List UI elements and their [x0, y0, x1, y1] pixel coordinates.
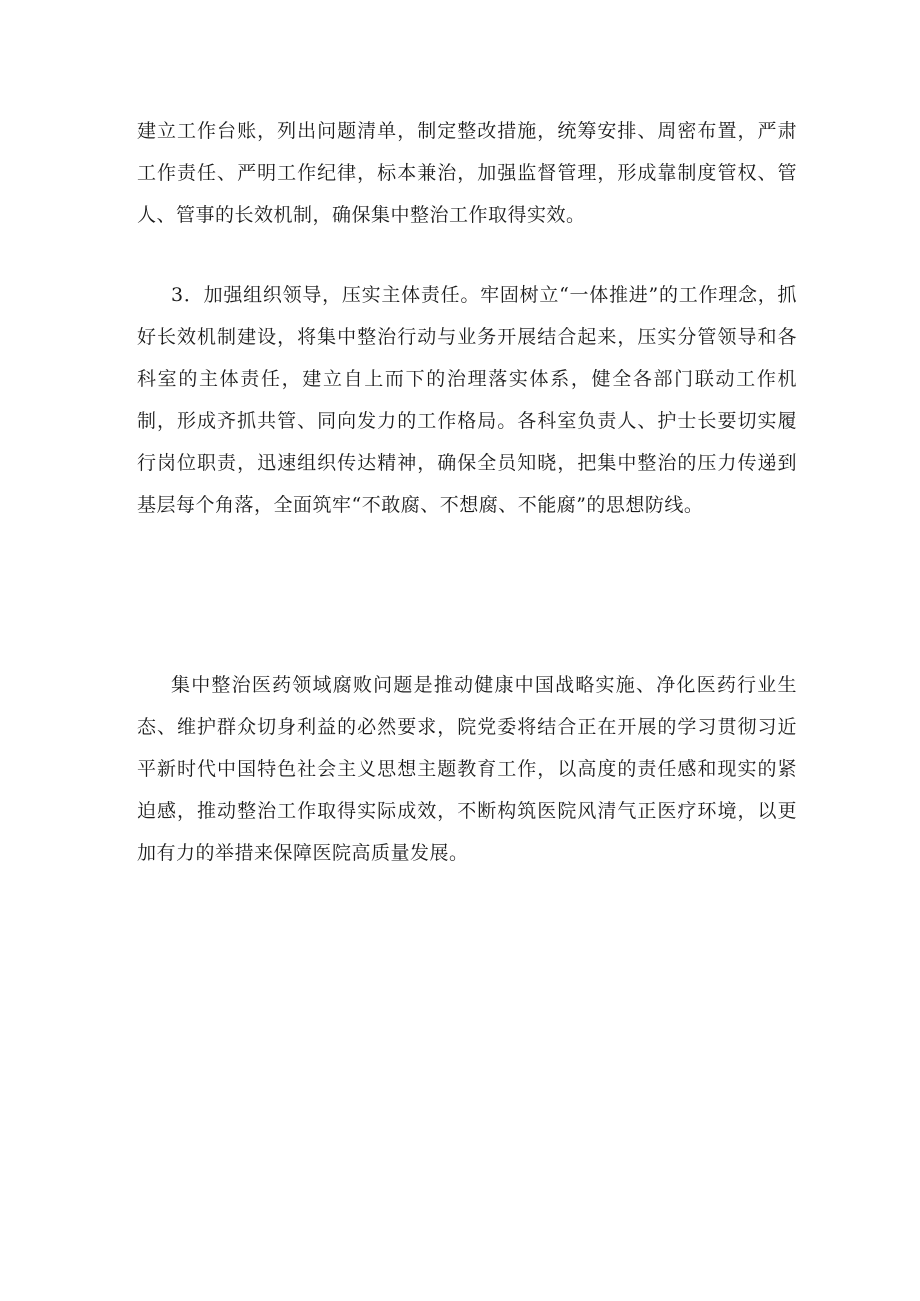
- paragraph-conclusion: 集中整治医药领域腐败问题是推动健康中国战略实施、净化医药行业生态、维护群众切身利益的必然要求，院党委将结合正在开展的学习贯彻习近平新时代中国特色社会主义思想主题教育工作，以高度的责任感和现实的紧迫感，推动整治工作取得实际成效，不断构筑医院风清气正医疗环境，以更加有力的举措来保障医院高质量发展。: [137, 674, 797, 864]
- paragraph-organizational-leadership: 3．加强组织领导，压实主体责任。牢固树立“一体推进”的工作理念，抓好长效机制建设，将集中整治行动与业务开展结合起来，压实分管领导和各科室的主体责任，建立自上而下的治理落实体系，健全各部门联动工作机制，形成齐抓共管、同向发力的工作格局。各科室负责人、护士长要切实履行岗位职责，迅速组织传达精神，确保全员知晓，把集中整治的压力传递到基层每个角落，全面筑牢“不敢腐、不想腐、不能腐”的思想防线。: [137, 284, 797, 516]
- paragraph-work-ledger: 建立工作台账，列出问题清单，制定整改措施，统筹安排、周密布置，严肃工作责任、严明工作纪律，标本兼治，加强监督管理，形成靠制度管权、管人、管事的长效机制，确保集中整治工作取得实效。: [137, 120, 797, 226]
